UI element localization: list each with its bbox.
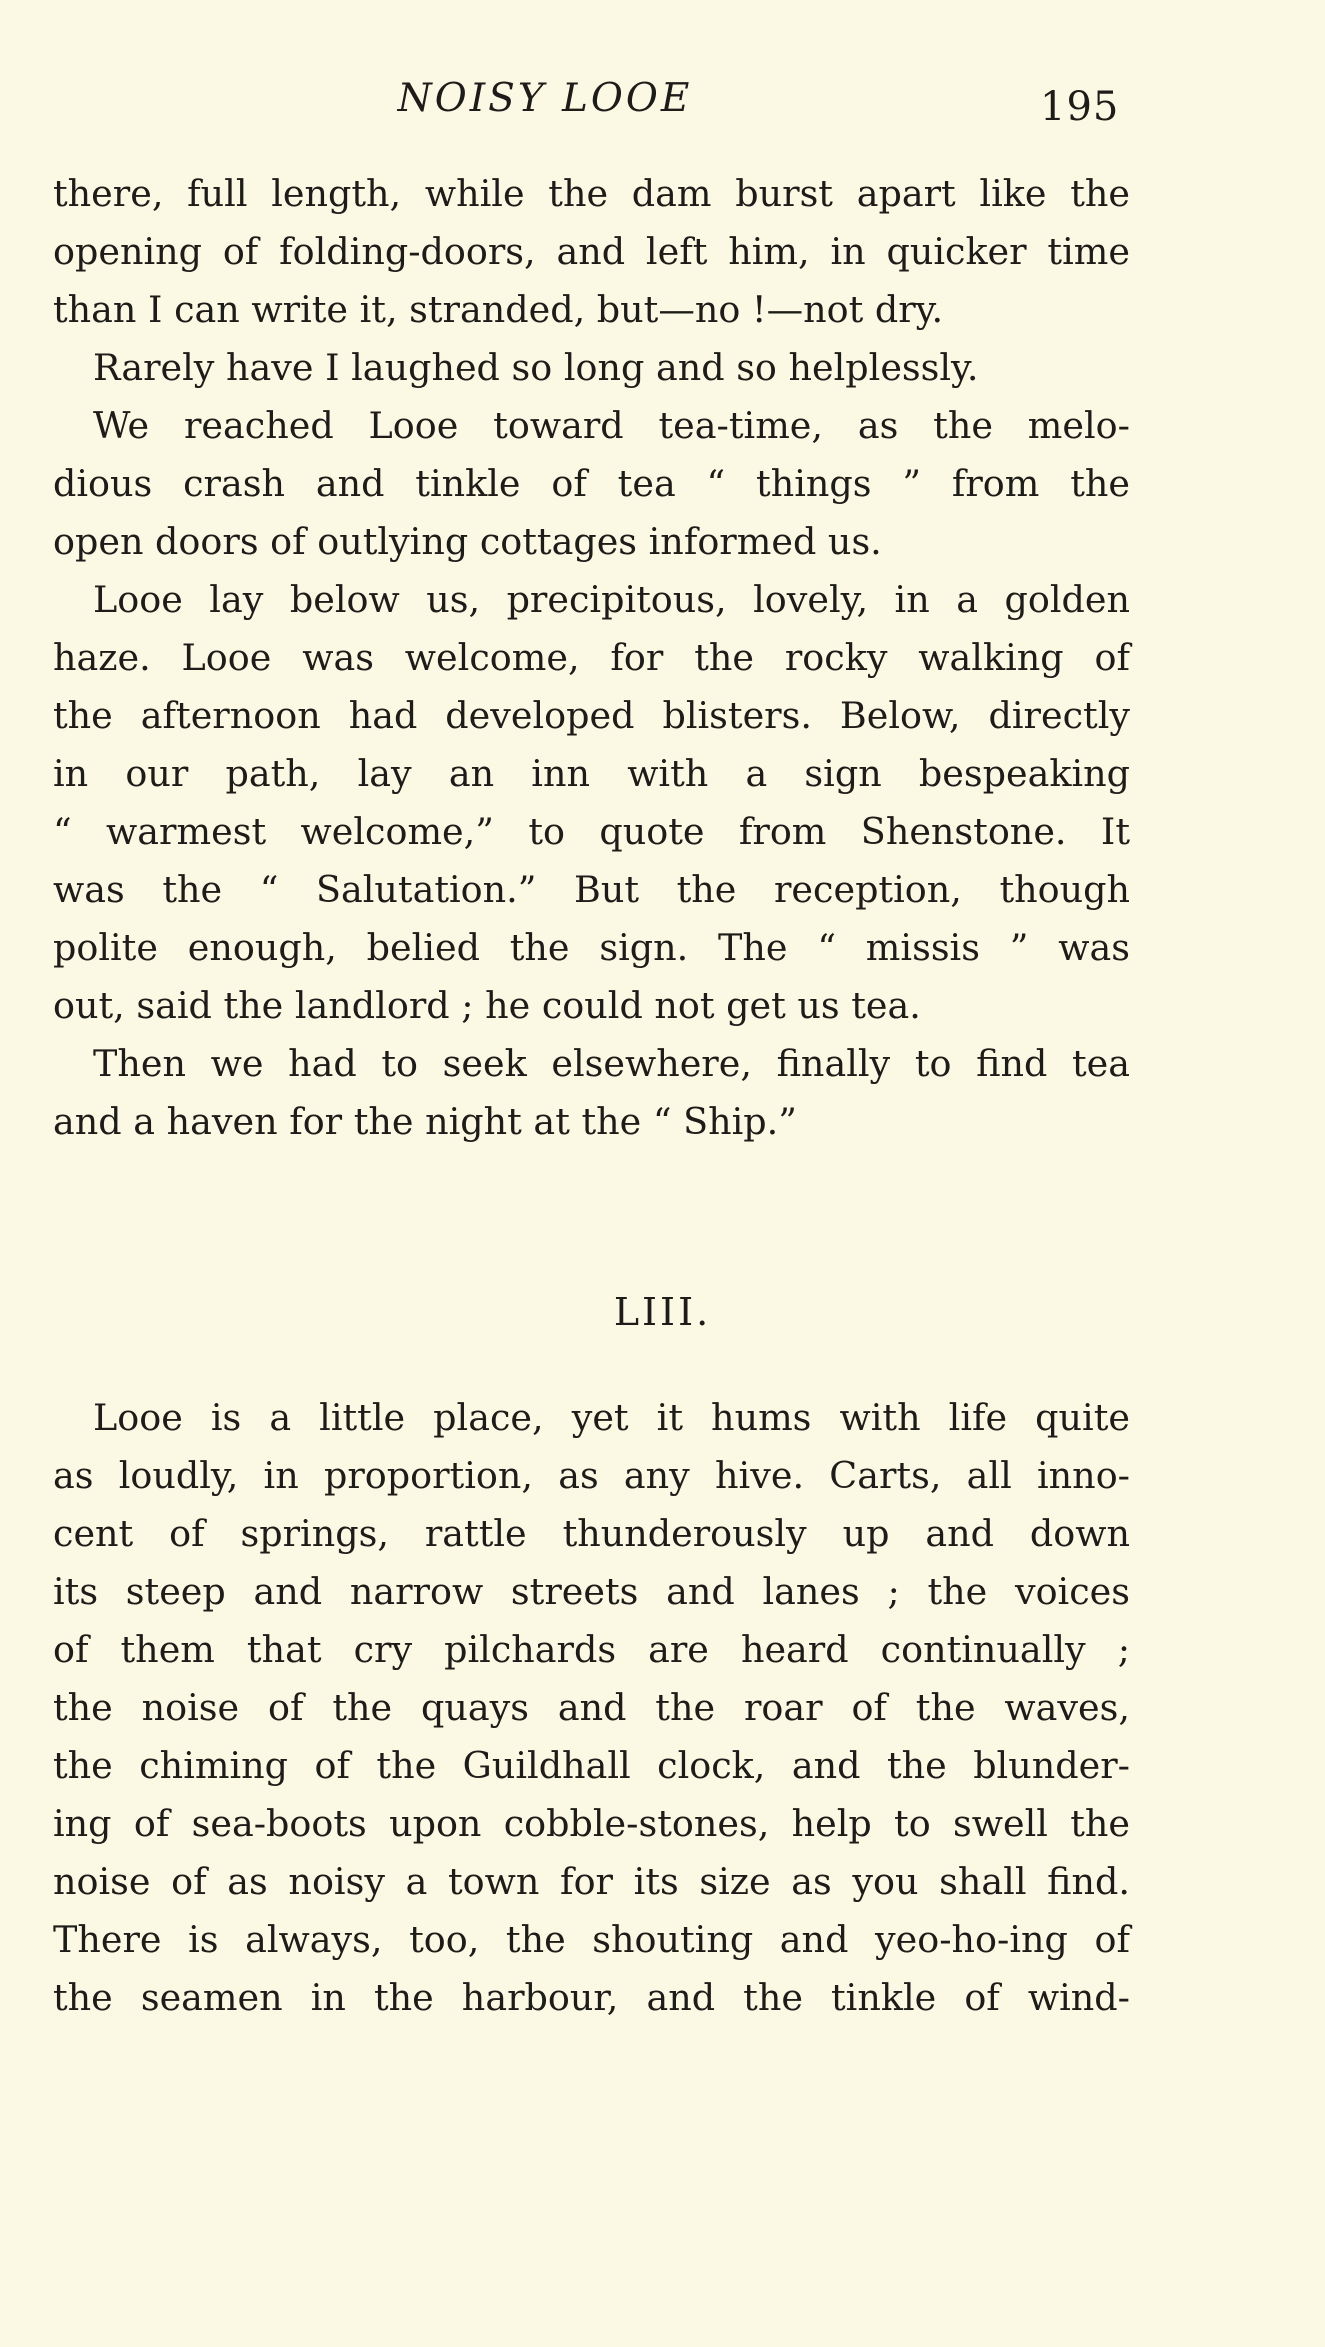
body-line: polite enough, belied the sign. The “ missis ” was xyxy=(53,926,1130,969)
body-line: and a haven for the night at the “ Ship.” xyxy=(53,1100,797,1143)
body-line: Rarely have I laughed so long and so helplessly. xyxy=(93,346,979,389)
body-line: noise of as noisy a town for its size as you shall find. xyxy=(53,1860,1130,1903)
body-line: was the “ Salutation.” But the reception, though xyxy=(53,868,1130,911)
body-line: the noise of the quays and the roar of the waves, xyxy=(53,1686,1130,1729)
body-line: “ warmest welcome,” to quote from Shenstone. It xyxy=(53,810,1130,853)
body-line: Looe is a little place, yet it hums with life quite xyxy=(93,1396,1130,1439)
body-line: dious crash and tinkle of tea “ things ” from the xyxy=(53,462,1130,505)
body-line: There is always, too, the shouting and yeo-ho-ing of xyxy=(53,1918,1130,1961)
body-line: the seamen in the harbour, and the tinkle of wind- xyxy=(53,1976,1130,2019)
body-line: haze. Looe was welcome, for the rocky walking of xyxy=(53,636,1130,679)
section-heading: LIII. xyxy=(613,1290,712,1334)
body-line: open doors of outlying cottages informed us. xyxy=(53,520,882,563)
body-line: out, said the landlord ; he could not get us tea. xyxy=(53,984,921,1027)
body-line: in our path, lay an inn with a sign bespeaking xyxy=(53,752,1130,795)
running-head xyxy=(0,72,1325,132)
body-line: ing of sea-boots upon cobble-stones, help to swell the xyxy=(53,1802,1130,1845)
body-line: Looe lay below us, precipitous, lovely, in a golden xyxy=(93,578,1130,621)
page-number: 195 xyxy=(1040,84,1120,130)
body-line: than I can write it, stranded, but—no !—not dry. xyxy=(53,288,944,331)
body-line: opening of folding-doors, and left him, in quicker time xyxy=(53,230,1130,273)
body-line: We reached Looe toward tea-time, as the melo- xyxy=(93,404,1130,447)
body-line: Then we had to seek elsewhere, finally to find tea xyxy=(93,1042,1130,1085)
body-line: the afternoon had developed blisters. Below, directly xyxy=(53,694,1130,737)
body-line: as loudly, in proportion, as any hive. Carts, all inno- xyxy=(53,1454,1130,1497)
body-line: the chiming of the Guildhall clock, and the blunder- xyxy=(53,1744,1130,1787)
body-line: there, full length, while the dam burst apart like the xyxy=(53,172,1130,215)
running-title: NOISY LOOE xyxy=(397,76,693,121)
body-line: its steep and narrow streets and lanes ; the voices xyxy=(53,1570,1130,1613)
body-line: cent of springs, rattle thunderously up and down xyxy=(53,1512,1130,1555)
body-line: of them that cry pilchards are heard continually ; xyxy=(53,1628,1130,1671)
